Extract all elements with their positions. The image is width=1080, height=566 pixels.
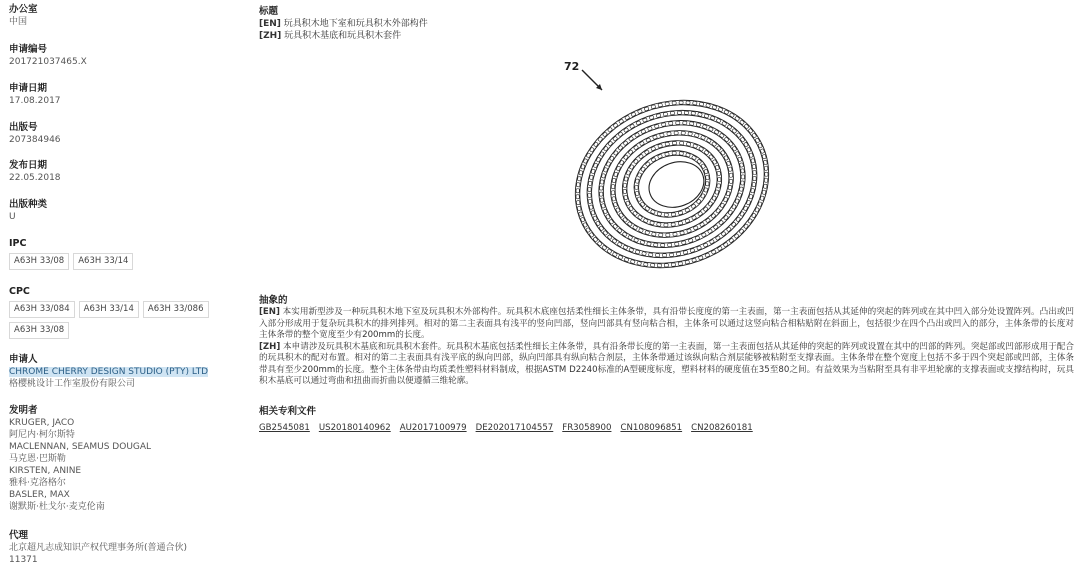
stud-mark: [611, 191, 615, 195]
cpc-tag[interactable]: A63H 33/14: [79, 301, 139, 318]
abstract-zh-text: 本申请涉及玩具积木基底和玩具积木套件。玩具积木基底包括柔性细长主体条带，具有沿条带长度的第一主表面，第一主表面包括从其延伸的突起的阵列或设置在其中的凹部的阵列。突起部或凹部形成用于配合的玩具积木的配对布置。相对的第二主表面具有浅平底的纵向凹部，纵向凹部具有纵向粘合剂层，主体条带通过该纵向粘合剂层能够被粘附至支撑表面。主体条带在整个宽度上包括不多于四个突起部或凹部，主体条带具有至少200mm的长度。整个主体条带由均质柔性塑料材料制成，根据ASTM D2240标准的A型硬度标度，塑料材料的硬度值在35至80之间。有益效果为当粘附至具有非平坦轮廓的支撑表面或支撑结构时，玩具积木基底可以通过弯曲和扭曲而折曲以便遵循三维轮廓。: [259, 341, 1075, 386]
application-number-field: [9, 44, 87, 68]
stud-mark: [642, 251, 647, 255]
ipc-tag-list: [9, 253, 133, 270]
stud-mark: [763, 160, 767, 165]
stud-mark: [679, 141, 683, 145]
publication-number-field: [9, 122, 61, 146]
ipc-label: IPC: [9, 238, 27, 249]
related-link[interactable]: AU2017100979: [399, 423, 467, 433]
stud-mark: [635, 191, 639, 196]
coiled-strip-drawing: [540, 52, 800, 292]
stud-mark: [647, 242, 652, 246]
stud-mark: [762, 154, 766, 159]
stud-mark: [676, 252, 680, 256]
abstract-section: [259, 295, 1074, 388]
inventor-name: BASLER, MAX: [9, 490, 70, 500]
application-number-label: 申请编号: [9, 44, 48, 55]
stud-mark: [752, 164, 756, 169]
stud-mark: [623, 183, 626, 187]
applicant-name-zh: 格樱桃设计工作室股份有限公司: [9, 379, 136, 389]
stud-mark: [765, 172, 768, 176]
stud-mark: [671, 213, 675, 217]
related-link[interactable]: CN108096851: [620, 423, 683, 433]
stud-mark: [681, 131, 685, 135]
stud-mark: [739, 163, 743, 168]
cpc-tag[interactable]: A63H 33/086: [143, 301, 209, 318]
stud-mark: [741, 175, 744, 179]
stud-mark: [762, 190, 766, 194]
application-date-field: [9, 83, 61, 107]
stud-mark: [600, 198, 604, 203]
title-zh-line: [259, 30, 1074, 42]
stud-mark: [674, 131, 678, 134]
stud-mark: [728, 167, 732, 172]
stud-mark: [650, 263, 654, 267]
stud-mark: [661, 123, 665, 127]
inventors-label: 发明者: [9, 405, 38, 416]
stud-mark: [577, 177, 581, 181]
stud-mark: [706, 175, 710, 179]
stud-mark: [656, 114, 661, 118]
abstract-zh: [259, 342, 1074, 388]
lang-tag-en: [EN]: [259, 307, 280, 317]
stud-mark: [612, 178, 616, 182]
related-link[interactable]: FR3058900: [562, 423, 612, 433]
ipc-tag[interactable]: A63H 33/14: [73, 253, 133, 270]
application-number-value: 201721037465.X: [9, 57, 87, 67]
publication-number-value: 207384946: [9, 135, 61, 145]
inventor-name: KIRSTEN, ANINE: [9, 466, 82, 476]
stud-mark: [671, 223, 675, 227]
coil-group: [552, 74, 793, 292]
stud-mark: [664, 223, 668, 226]
publication-date-label: 发布日期: [9, 160, 48, 171]
stud-mark: [704, 188, 708, 193]
related-link[interactable]: DE202017104557: [475, 423, 554, 433]
related-link[interactable]: CN208260181: [691, 423, 753, 433]
inventor-name: 马克恩·巴斯勒: [9, 454, 66, 464]
stud-mark: [591, 169, 595, 174]
patent-drawing: [540, 52, 800, 292]
ipc-tag[interactable]: A63H 33/08: [9, 253, 69, 270]
stud-mark: [685, 260, 690, 264]
stud-mark: [600, 186, 603, 190]
stud-mark: [706, 182, 709, 186]
stud-mark: [726, 191, 730, 196]
stud-mark: [648, 253, 653, 257]
stud-mark: [664, 213, 668, 217]
application-date-label: 申请日期: [9, 83, 48, 94]
stud-mark: [678, 221, 683, 225]
publication-kind-field: [9, 199, 47, 223]
coil-ring: [616, 133, 728, 235]
stud-mark: [681, 241, 686, 245]
lang-tag-zh: [ZH]: [259, 31, 282, 41]
stud-mark: [753, 170, 757, 174]
stud-mark: [728, 185, 732, 189]
stud-mark: [654, 124, 659, 128]
stud-mark: [588, 181, 591, 185]
publication-date-field: [9, 160, 61, 184]
ipc-field: [9, 238, 133, 270]
stud-mark: [579, 170, 583, 175]
stud-mark: [760, 196, 764, 201]
related-link-list: [259, 423, 1074, 434]
stud-mark: [675, 242, 679, 246]
title-section: [259, 6, 1074, 42]
stud-mark: [577, 183, 580, 187]
stud-mark: [741, 181, 744, 185]
inventor-name: 阿尼内·柯尔斯特: [9, 430, 75, 440]
stud-mark: [623, 189, 627, 193]
lang-tag-zh: [ZH]: [259, 341, 281, 352]
coil-ring: [566, 87, 778, 281]
cpc-tag[interactable]: A63H 33/08: [9, 322, 69, 339]
stud-mark: [741, 169, 745, 173]
stud-mark: [670, 111, 674, 114]
related-label: 相关专利文件: [259, 406, 317, 417]
stud-mark: [612, 196, 616, 201]
stud-mark: [739, 187, 743, 191]
stud-mark: [672, 142, 676, 145]
stud-mark: [588, 187, 591, 191]
stud-mark: [668, 243, 672, 246]
stud-mark: [660, 133, 665, 137]
stud-mark: [672, 152, 676, 155]
stud-mark: [683, 121, 687, 125]
stud-mark: [576, 189, 579, 193]
stud-mark: [659, 233, 663, 237]
stud-mark: [698, 112, 703, 116]
title-zh: 玩具积木基底和玩具积木套件: [284, 31, 402, 41]
abstract-en: [259, 307, 1074, 342]
stud-mark: [667, 132, 671, 136]
stud-mark: [665, 102, 669, 106]
stud-mark: [614, 172, 618, 177]
agent-label: 代理: [9, 530, 29, 541]
stud-mark: [693, 101, 698, 105]
stud-mark: [576, 195, 580, 199]
stud-mark: [664, 264, 668, 267]
applicant-label: 申请人: [9, 354, 38, 365]
stud-mark: [676, 121, 680, 124]
stud-mark: [576, 200, 580, 204]
office-label: 办公室: [9, 4, 38, 15]
stud-mark: [699, 102, 704, 106]
stud-mark: [669, 253, 673, 256]
cpc-field: [9, 286, 209, 339]
stud-mark: [657, 264, 661, 267]
agent-name: 北京超凡志成知识产权代理事务所(普通合伙): [9, 543, 188, 553]
cpc-tag-list: [9, 301, 209, 339]
stud-mark: [688, 132, 693, 136]
publication-date-value: 22.05.2018: [9, 173, 61, 183]
publication-number-label: 出版号: [9, 122, 38, 133]
stud-mark: [718, 178, 721, 182]
stud-mark: [669, 122, 673, 125]
title-en: 玩具积木地下室和玩具积木外部构件: [283, 19, 428, 29]
related-link[interactable]: US20180140962: [318, 423, 391, 433]
inventor-name: 谢默斯·杜戈尔·麦克伦南: [9, 502, 105, 512]
stud-mark: [717, 184, 721, 188]
stud-mark: [680, 231, 685, 235]
stud-mark: [689, 122, 694, 126]
stud-mark: [624, 195, 628, 200]
publication-kind-value: U: [9, 212, 16, 222]
stud-mark: [678, 262, 682, 266]
stud-mark: [624, 177, 628, 182]
stud-mark: [764, 184, 768, 188]
stud-mark: [581, 164, 585, 169]
stud-mark: [662, 254, 666, 257]
stud-mark: [686, 101, 690, 105]
inventor-name: MACLENNAN, SEAMUS DOUGAL: [9, 442, 152, 452]
reference-numeral: 72: [564, 60, 580, 73]
stud-mark: [679, 151, 684, 155]
title-label: 标题: [259, 6, 279, 17]
stud-mark: [691, 111, 696, 115]
stud-mark: [657, 222, 662, 226]
stud-mark: [577, 206, 581, 211]
stud-mark: [673, 233, 677, 237]
stud-mark: [671, 263, 675, 266]
stud-mark: [752, 183, 755, 187]
stud-mark: [677, 111, 681, 114]
stud-mark: [599, 192, 603, 196]
stud-mark: [600, 180, 604, 184]
stud-mark: [643, 262, 648, 266]
stud-mark: [717, 171, 721, 176]
stud-mark: [672, 101, 676, 104]
agent-code: 11371: [9, 555, 38, 565]
stud-mark: [663, 112, 667, 116]
applicant-field: [9, 354, 208, 390]
stud-mark: [665, 142, 669, 146]
stud-mark: [737, 193, 741, 198]
stud-mark: [652, 232, 657, 236]
stud-mark: [588, 199, 592, 204]
stud-mark: [588, 193, 592, 197]
stud-mark: [666, 233, 670, 236]
title-en-line: [259, 18, 1074, 30]
stud-mark: [751, 158, 755, 163]
related-documents-section: [259, 406, 1074, 434]
stud-mark: [679, 101, 683, 104]
stud-mark: [635, 185, 638, 189]
agent-field: [9, 530, 187, 566]
related-link[interactable]: GB2545081: [259, 423, 310, 433]
stud-mark: [729, 173, 733, 177]
stud-mark: [655, 253, 659, 257]
inventors-field: [9, 405, 151, 513]
cpc-label: CPC: [9, 286, 30, 297]
office-field: [9, 4, 38, 28]
application-date-value: 17.08.2017: [9, 96, 61, 106]
lang-tag-en: [EN]: [259, 19, 281, 29]
stud-mark: [635, 179, 639, 183]
stud-mark: [684, 111, 688, 115]
cpc-tag[interactable]: A63H 33/084: [9, 301, 75, 318]
abstract-en-text: 本实用新型涉及一种玩具积木地下室及玩具积木外部构件。玩具积木底座包括柔性细长主体条带，具有沿带长度度的第一主表面，第一主表面包括从其延伸的突起的阵列或在其中凹入部分处设置阵列。凸出或凹入部分形成用于复杂玩具积木的排列排列。相对的第二主表面具有浅平的竖向凹部，竖向凹部具有竖向粘合相，主体条可以通过这竖向粘合相粘贴附在斜面上，包括很少在四个凸出或凹入的部分，主体条带的长度对主体条带的整个宽度至少有200mm的长度。: [259, 307, 1074, 340]
stud-mark: [751, 188, 755, 192]
abstract-label: 抽象的: [259, 295, 288, 306]
stud-mark: [611, 185, 614, 189]
stud-mark: [589, 205, 593, 210]
stud-mark: [651, 105, 656, 109]
stud-mark: [653, 243, 657, 247]
stud-mark: [753, 177, 756, 181]
stud-mark: [749, 194, 753, 199]
stud-mark: [764, 178, 767, 182]
publication-kind-label: 出版种类: [9, 199, 48, 210]
inventor-name: 雅科·克洛格尔: [9, 478, 66, 488]
stud-mark: [665, 152, 670, 156]
stud-mark: [661, 243, 665, 246]
stud-mark: [602, 174, 606, 179]
inventor-name: KRUGER, JACO: [9, 418, 75, 428]
stud-mark: [764, 166, 768, 170]
stud-mark: [729, 179, 732, 183]
applicant-name-en[interactable]: CHROME CHERRY DESIGN STUDIO (PTY) LTD: [9, 367, 209, 377]
stud-mark: [589, 175, 593, 179]
office-value: 中国: [9, 17, 28, 27]
stud-mark: [658, 103, 663, 107]
stud-mark: [715, 190, 719, 195]
stud-mark: [683, 250, 688, 254]
